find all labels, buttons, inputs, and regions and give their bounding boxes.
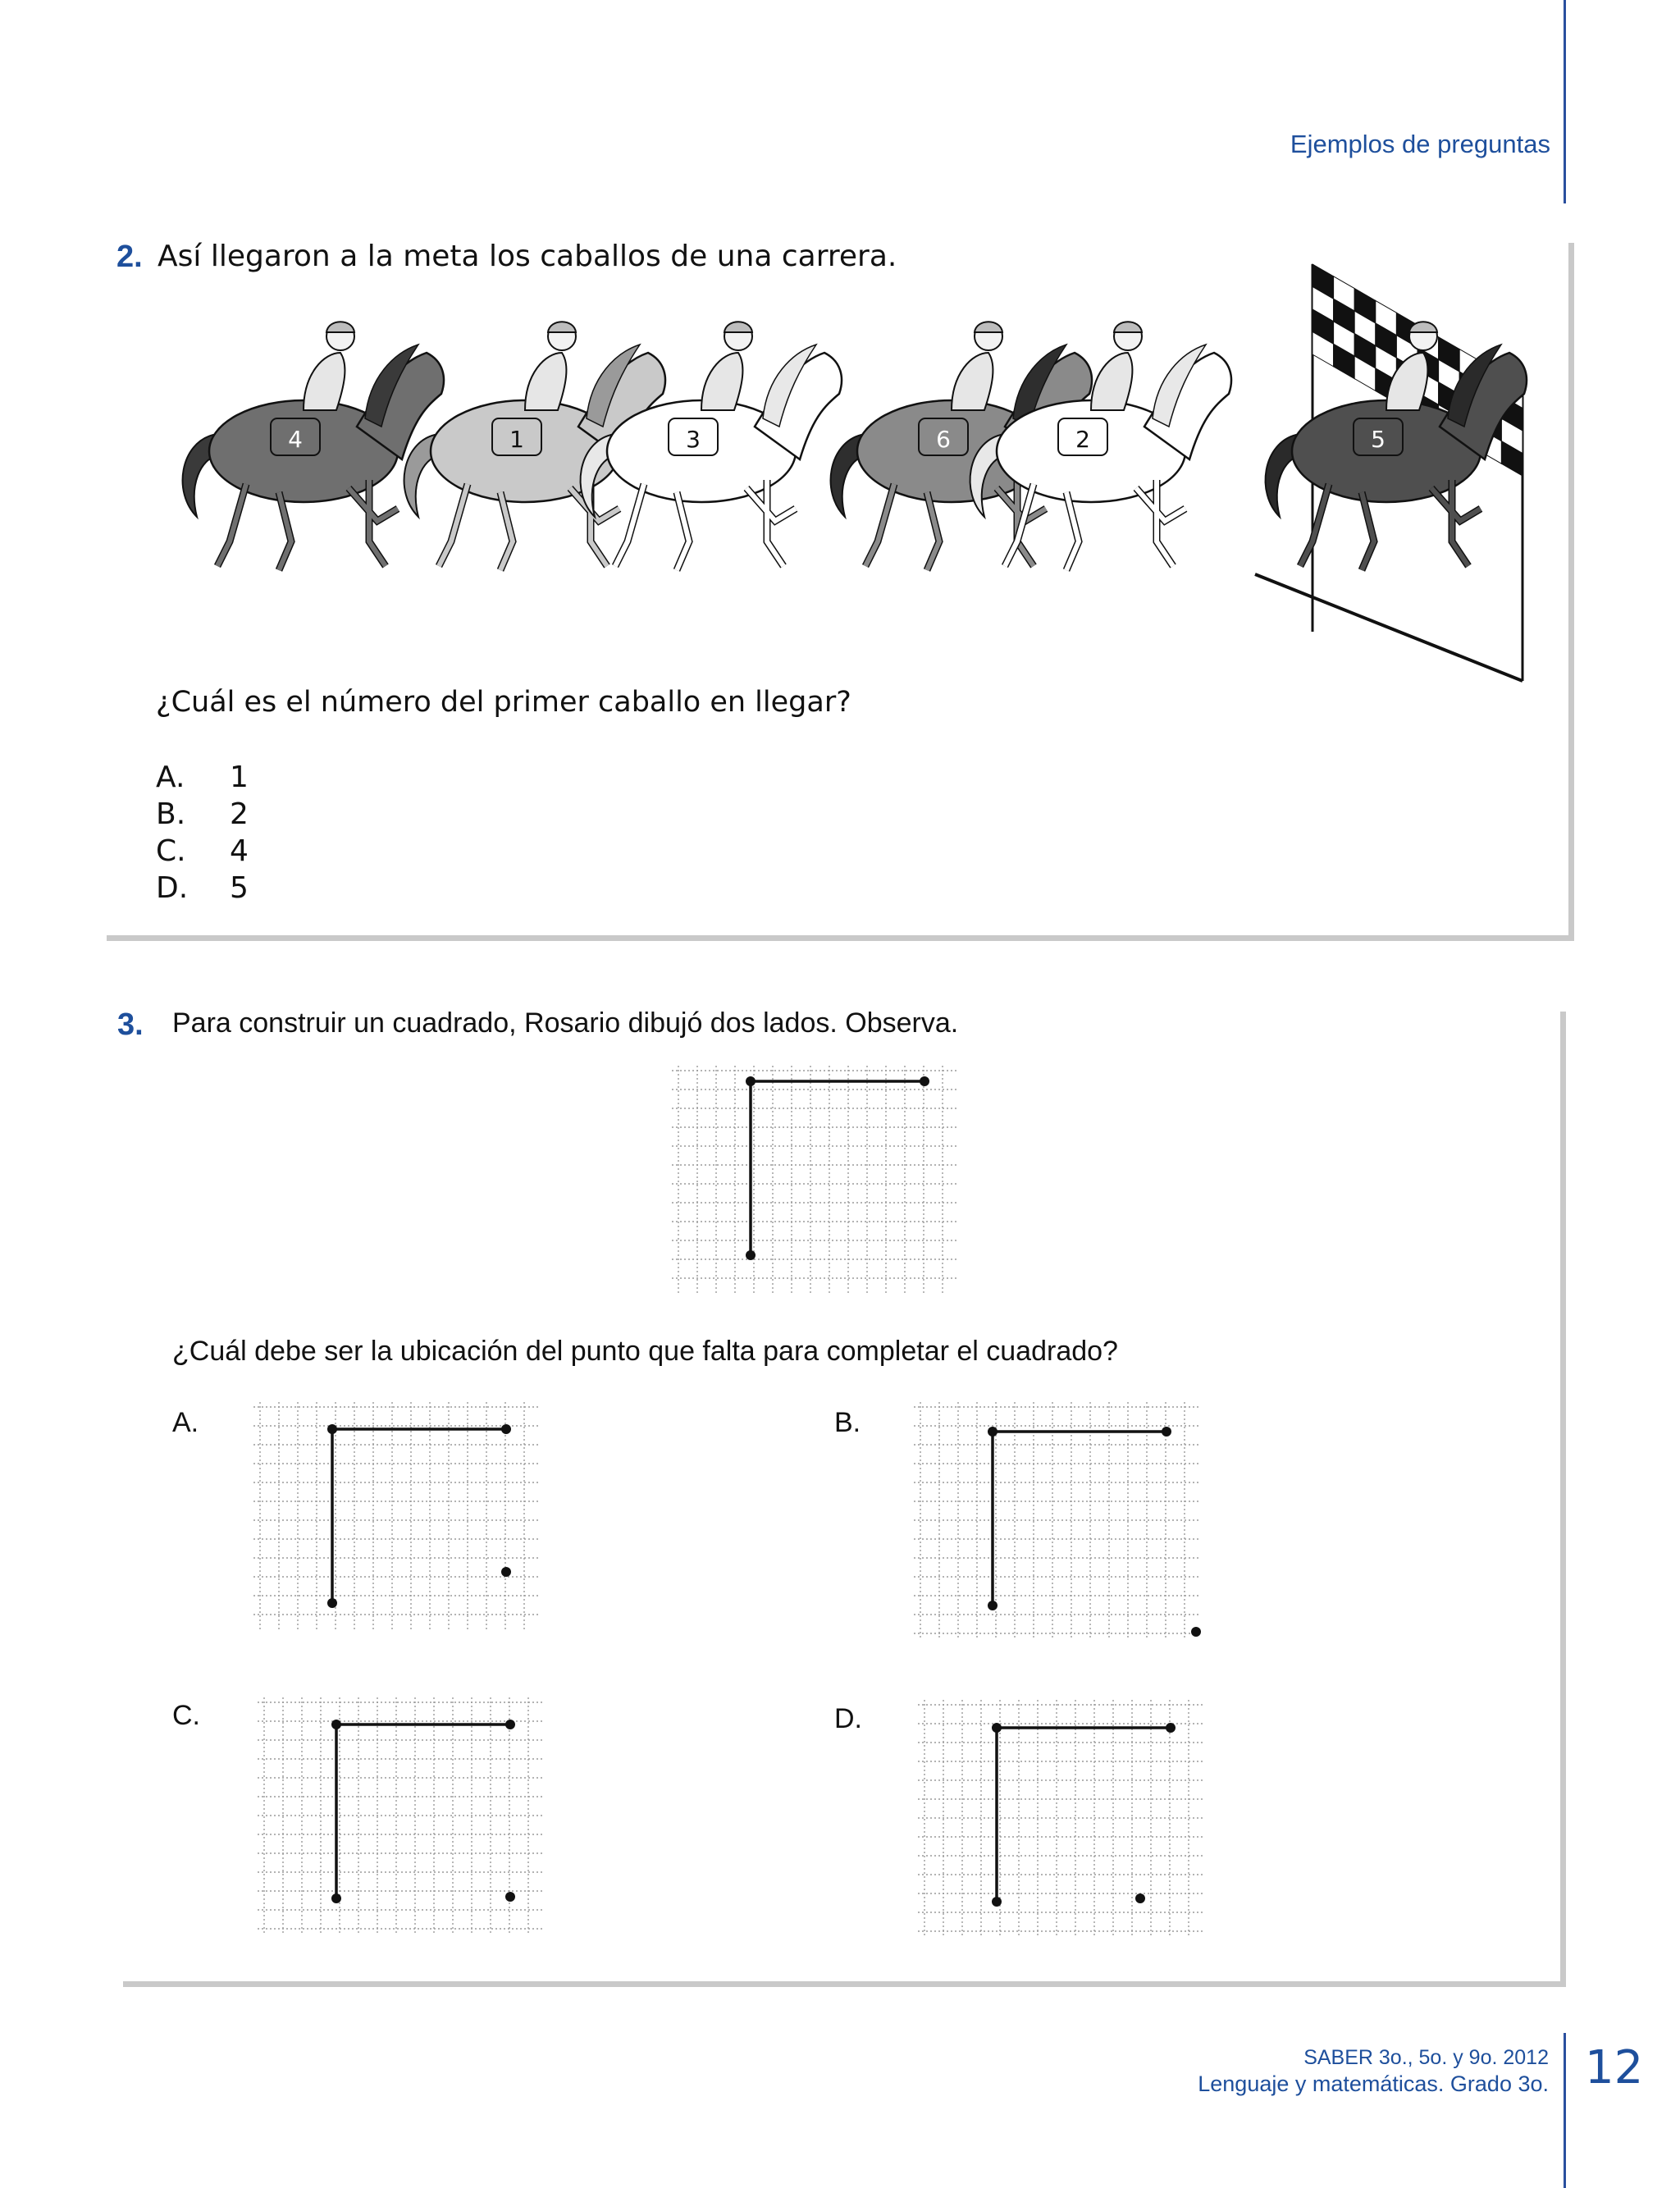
option-c-grid[interactable]: [254, 1694, 550, 1940]
dotted-grid: [918, 1700, 1203, 1936]
dotted-grid: [672, 1066, 957, 1294]
vertex-point: [331, 1720, 341, 1729]
option-b-grid[interactable]: [911, 1399, 1206, 1645]
racehorse: [970, 322, 1231, 570]
dotted-grid: [253, 1402, 539, 1630]
vertex-point: [988, 1427, 998, 1437]
option-d-label: D.: [834, 1703, 862, 1734]
dotted-grid: [914, 1402, 1199, 1638]
option-a[interactable]: A. 1: [156, 761, 249, 794]
option-a-label: A.: [172, 1407, 199, 1438]
missing-point: [1191, 1627, 1201, 1637]
question-3-prompt: Para construir un cuadrado, Rosario dibujó dos lados. Observa.: [172, 1007, 959, 1039]
footer-credits: [1198, 2046, 1549, 2097]
question-2-options: [156, 759, 249, 907]
horse-number-label: 2: [1075, 426, 1090, 453]
vertex-point: [992, 1723, 1002, 1733]
horse-number-label: 5: [1371, 426, 1386, 453]
dotted-grid: [258, 1697, 543, 1934]
footer-subtitle: Lenguaje y matemáticas. Grado 3o.: [1198, 2072, 1549, 2096]
missing-point: [505, 1892, 515, 1902]
option-b-label: B.: [834, 1407, 861, 1438]
vertex-point: [920, 1076, 929, 1086]
option-c-label: C.: [172, 1700, 200, 1731]
question-2-number: 2.: [116, 240, 143, 274]
question-2-question: ¿Cuál es el número del primer caballo en llegar?: [156, 686, 851, 719]
option-a-grid[interactable]: [250, 1399, 546, 1637]
section-title: Ejemplos de preguntas: [1290, 130, 1550, 158]
vertex-point: [501, 1424, 511, 1434]
option-c[interactable]: C. 4: [156, 834, 249, 868]
question-3-question: ¿Cuál debe ser la ubicación del punto que falta para completar el cuadrado?: [172, 1336, 1118, 1367]
horse-number-label: 6: [936, 426, 951, 453]
vertex-point: [505, 1720, 515, 1729]
vertex-point: [1166, 1723, 1176, 1733]
horse-number-label: 1: [509, 426, 524, 453]
question-2-prompt: Así llegaron a la meta los caballos de una carrera.: [158, 240, 897, 273]
horse-number-label: 4: [288, 426, 303, 453]
square-grid-example: [669, 1062, 964, 1300]
horse-number-label: 3: [686, 426, 701, 453]
vertex-point: [992, 1897, 1002, 1907]
option-d-grid[interactable]: [915, 1697, 1210, 1943]
racehorse: [183, 322, 444, 570]
footer-rule: [1564, 2033, 1566, 2188]
missing-point: [501, 1567, 511, 1577]
question-3-number: 3.: [117, 1007, 144, 1042]
vertex-point: [746, 1076, 756, 1086]
vertex-point: [746, 1250, 756, 1260]
footer-title: SABER 3o., 5o. y 9o. 2012: [1303, 2046, 1549, 2069]
header-rule: [1564, 0, 1566, 203]
vertex-point: [327, 1424, 337, 1434]
vertex-point: [331, 1893, 341, 1903]
option-b[interactable]: B. 2: [156, 797, 249, 831]
missing-point: [1135, 1893, 1145, 1903]
vertex-point: [988, 1601, 998, 1610]
horse-race-illustration: [164, 246, 1542, 689]
page-number: 12: [1585, 2041, 1644, 2094]
vertex-point: [327, 1598, 337, 1608]
option-d[interactable]: D. 5: [156, 871, 249, 905]
vertex-point: [1162, 1427, 1171, 1437]
